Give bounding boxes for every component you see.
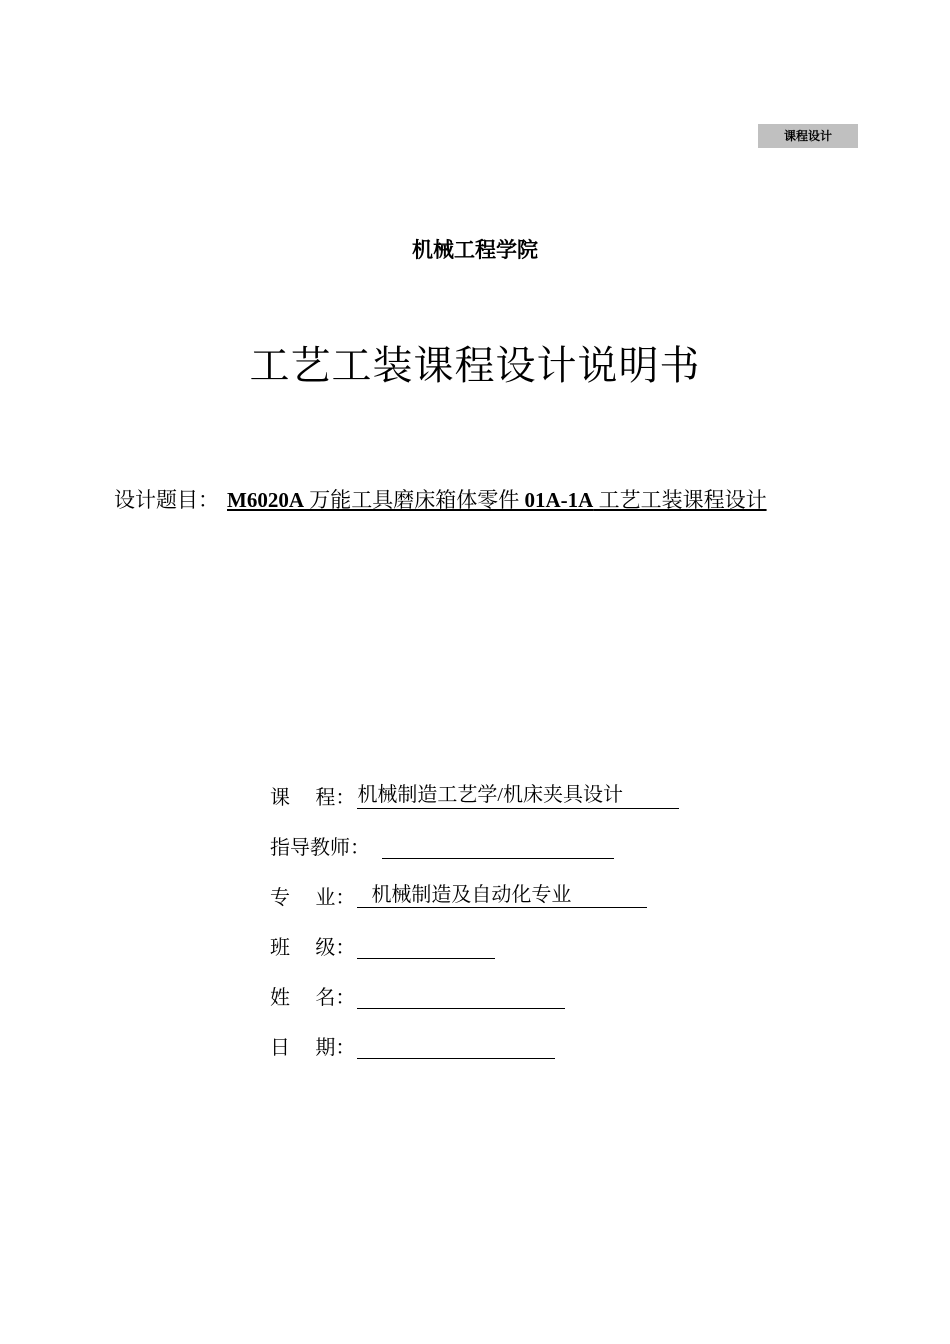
title-suffix: 说明书 <box>577 343 701 389</box>
name-row <box>270 982 565 1012</box>
date-label: 日 期： <box>270 1035 356 1059</box>
class-row <box>270 932 495 962</box>
header-tag: 课程设计 <box>758 124 858 148</box>
name-value <box>357 982 565 1009</box>
advisor-value <box>382 832 614 859</box>
topic-part-code: 01A-1A <box>524 488 594 512</box>
major-row <box>270 882 647 912</box>
school-name: 机械工程学院 <box>412 238 538 262</box>
class-value <box>357 932 495 959</box>
course-row <box>270 782 679 812</box>
topic-suffix: 工艺工装课程设计 <box>593 488 767 512</box>
title-main: 工艺工装课程设计 <box>249 343 578 389</box>
document-title <box>0 334 950 391</box>
topic-value <box>219 488 767 512</box>
topic-part-name: 万能工具磨床箱体零件 <box>304 488 525 512</box>
course-label: 课 程： <box>270 785 356 809</box>
major-label: 专 业： <box>270 885 356 909</box>
date-row <box>270 1032 555 1062</box>
name-label: 姓 名： <box>270 985 356 1009</box>
topic-model: M6020A <box>227 488 304 512</box>
date-value <box>357 1032 555 1059</box>
major-value: 机械制造及自动化专业 <box>357 882 647 908</box>
advisor-label: 指导教师： <box>270 835 370 859</box>
course-value: 机械制造工艺学/机床夹具设计 <box>357 782 679 809</box>
topic-label: 设计题目： <box>114 488 219 512</box>
class-label: 班 级： <box>270 935 356 959</box>
design-topic <box>114 484 767 514</box>
advisor-row <box>270 832 614 862</box>
